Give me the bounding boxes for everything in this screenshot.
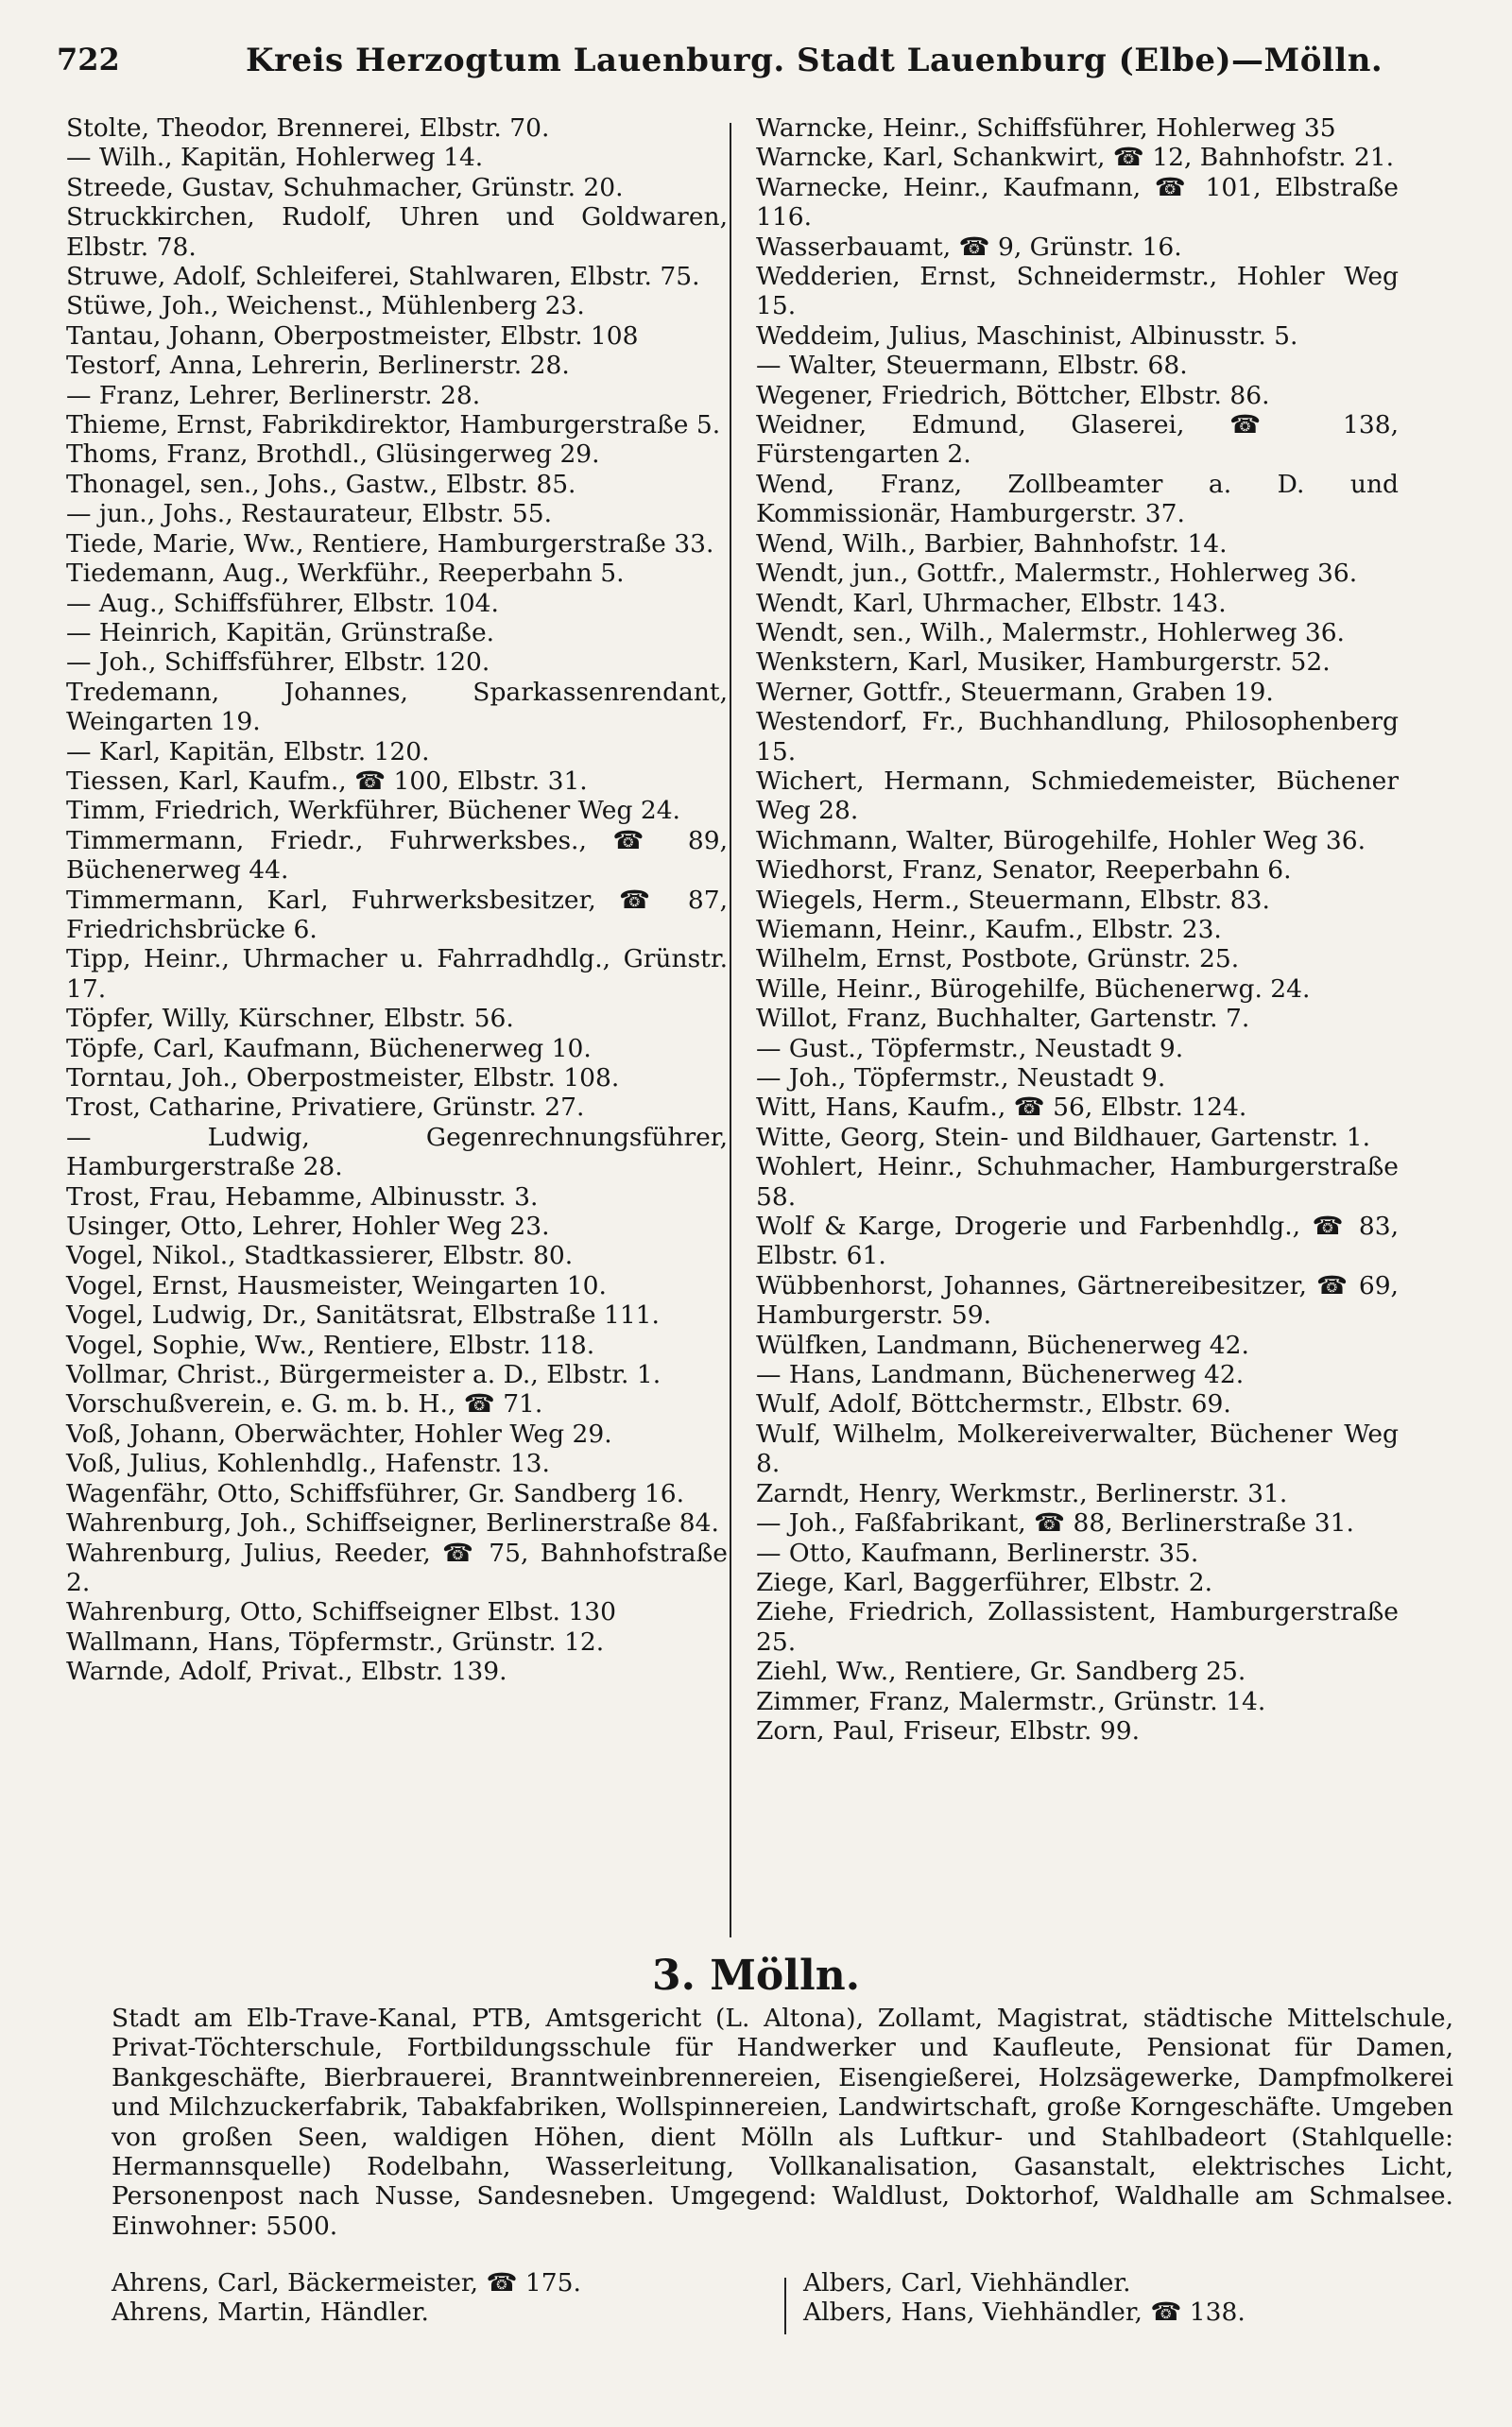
directory-entry: Witt, Hans, Kaufm., ☎ 56, Elbstr. 124. bbox=[756, 1093, 1247, 1123]
directory-entry: Albers, Carl, Viehhändler. bbox=[803, 2268, 1131, 2298]
directory-entry: Wübbenhorst, Johannes, Gärtnereibesitzer, ☎ 69, Hamburgerstr. 59. bbox=[756, 1270, 1399, 1331]
directory-entry: Trost, Catharine, Privatiere, Grünstr. 27. bbox=[66, 1093, 585, 1123]
directory-entry: Thonagel, sen., Johs., Gastw., Elbstr. 85. bbox=[66, 469, 576, 499]
section-title: 3. Mölln. bbox=[651, 1952, 861, 2000]
directory-entry: Zorn, Paul, Friseur, Elbstr. 99. bbox=[756, 1715, 1141, 1746]
directory-entry: Struckkirchen, Rudolf, Uhren und Goldwaren, Elbstr. 78. bbox=[66, 202, 728, 262]
directory-entry: — Wilh., Kapitän, Hohlerweg 14. bbox=[66, 143, 484, 173]
page-header bbox=[57, 42, 1455, 100]
directory-entry: Voß, Julius, Kohlenhdlg., Hafenstr. 13. bbox=[66, 1449, 550, 1479]
directory-entry: — Hans, Landmann, Büchenerweg 42. bbox=[756, 1360, 1245, 1390]
directory-entry: — Joh., Faßfabrikant, ☎ 88, Berlinerstraße 31. bbox=[756, 1508, 1354, 1539]
directory-entry: Wagenfähr, Otto, Schiffsführer, Gr. Sandberg 16. bbox=[66, 1478, 685, 1508]
directory-entry: Tredemann, Johannes, Sparkassenrendant, Weingarten 19. bbox=[66, 677, 728, 737]
directory-entry: Albers, Hans, Viehhändler, ☎ 138. bbox=[803, 2298, 1246, 2328]
directory-entry: Wahrenburg, Julius, Reeder, ☎ 75, Bahnhofstraße 2. bbox=[66, 1538, 728, 1597]
directory-entry: Wallmann, Hans, Töpfermstr., Grünstr. 12. bbox=[66, 1627, 605, 1657]
directory-entry: Stüwe, Joh., Weichenst., Mühlenberg 23. bbox=[66, 291, 585, 321]
directory-entry: Streede, Gustav, Schuhmacher, Grünstr. 20. bbox=[66, 172, 624, 202]
directory-entry: Vollmar, Christ., Bürgermeister a. D., Elbstr. 1. bbox=[66, 1360, 662, 1390]
directory-entry: Timmermann, Karl, Fuhrwerksbesitzer, ☎ 87, Friedrichsbrücke 6. bbox=[66, 885, 728, 944]
directory-entry: Usinger, Otto, Lehrer, Hohler Weg 23. bbox=[66, 1212, 550, 1242]
directory-entry: Tantau, Johann, Oberpostmeister, Elbstr. 108 bbox=[66, 320, 639, 351]
directory-entry: Wedderien, Ernst, Schneidermstr., Hohler Weg 15. bbox=[756, 262, 1399, 321]
directory-entry: Testorf, Anna, Lehrerin, Berlinerstr. 28. bbox=[66, 351, 570, 381]
section-column-divider bbox=[784, 2278, 786, 2334]
right-column bbox=[756, 113, 1399, 1746]
directory-entry: Töpfer, Willy, Kürschner, Elbstr. 56. bbox=[66, 1004, 514, 1034]
directory-entry: — Aug., Schiffsführer, Elbstr. 104. bbox=[66, 588, 499, 618]
directory-entry: Timmermann, Friedr., Fuhrwerksbes., ☎ 89, Büchenerweg 44. bbox=[66, 825, 728, 886]
directory-entry: Thoms, Franz, Brothdl., Glüsingerweg 29. bbox=[66, 439, 600, 470]
section-entries-left bbox=[112, 2268, 773, 2328]
directory-entry: Wulf, Adolf, Böttchermstr., Elbstr. 69. bbox=[756, 1389, 1231, 1420]
directory-entry: Vogel, Ludwig, Dr., Sanitätsrat, Elbstraße 111. bbox=[66, 1300, 660, 1331]
directory-entry: Thieme, Ernst, Fabrikdirektor, Hamburgerstraße 5. bbox=[66, 410, 721, 440]
page-number: 722 bbox=[57, 42, 120, 77]
directory-entry: Ziehe, Friedrich, Zollassistent, Hamburgerstraße 25. bbox=[756, 1597, 1399, 1657]
directory-entry: Weddeim, Julius, Maschinist, Albinusstr. 5. bbox=[756, 320, 1298, 351]
directory-entry: — Heinrich, Kapitän, Grünstraße. bbox=[66, 617, 495, 647]
directory-entry: Wichmann, Walter, Bürogehilfe, Hohler Weg 36. bbox=[756, 825, 1366, 855]
directory-entry: Trost, Frau, Hebamme, Albinusstr. 3. bbox=[66, 1181, 539, 1212]
directory-entry: Wiedhorst, Franz, Senator, Reeperbahn 6. bbox=[756, 855, 1292, 886]
directory-entry: Wulf, Wilhelm, Molkereiverwalter, Büchener Weg 8. bbox=[756, 1419, 1399, 1479]
directory-entry: Wahrenburg, Otto, Schiffseigner Elbst. 130 bbox=[66, 1597, 616, 1627]
directory-entry: Töpfe, Carl, Kaufmann, Büchenerweg 10. bbox=[66, 1033, 592, 1063]
directory-entry: Warncke, Karl, Schankwirt, ☎ 12, Bahnhofstr. 21. bbox=[756, 143, 1395, 173]
directory-entry: Warnecke, Heinr., Kaufmann, ☎ 101, Elbstraße 116. bbox=[756, 172, 1399, 232]
directory-entry: Vogel, Nikol., Stadtkassierer, Elbstr. 80. bbox=[66, 1241, 574, 1271]
directory-entry: Willot, Franz, Buchhalter, Gartenstr. 7. bbox=[756, 1004, 1250, 1034]
section-description: Stadt am Elb-Trave-Kanal, PTB, Amtsgericht (L. Altona), Zollamt, Magistrat, städtische Mittelschule, Privat-Töchterschule, Fortbildungsschule für Handwerker und Kaufleute, Pensionat für Damen, Bankgeschäfte, Bierbrauerei, Branntweinbrennereien, Eisengießerei, Holzsägewerke, Dampfmolkerei und Milchzuckerfabrik, Tabakfabriken, Wollspinnereien, Landwirtschaft, große Korngeschäfte. Umgeben von großen Seen, waldigen Höhen, dient Mölln als Luftkur- und Stahlbadeort (Stahlquelle: Hermannsquelle) Rodelbahn, Wasserleitung, Vollkanalisation, Gasanstalt, elektrisches Licht, Personenpost nach Nusse, Sandesneben. Umgegend: Waldlust, Doktorhof, Waldhalle am Schmalsee. Einwohner: 5500. bbox=[112, 2004, 1453, 2241]
directory-entry: Weidner, Edmund, Glaserei, ☎ 138, Fürstengarten 2. bbox=[756, 410, 1399, 470]
running-title: Kreis Herzogtum Lauenburg. Stadt Lauenburg (Elbe)—Mölln. bbox=[246, 42, 1383, 79]
directory-entry: Wend, Wilh., Barbier, Bahnhofstr. 14. bbox=[756, 528, 1228, 559]
directory-entry: — Gust., Töpfermstr., Neustadt 9. bbox=[756, 1033, 1184, 1063]
directory-entry: — jun., Johs., Restaurateur, Elbstr. 55. bbox=[66, 499, 553, 529]
directory-entry: Wiemann, Heinr., Kaufm., Elbstr. 23. bbox=[756, 914, 1222, 944]
directory-entry: — Joh., Töpfermstr., Neustadt 9. bbox=[756, 1063, 1166, 1093]
directory-entry: Wohlert, Heinr., Schuhmacher, Hamburgerstraße 58. bbox=[756, 1152, 1399, 1212]
directory-entry: Wendt, jun., Gottfr., Malermstr., Hohlerweg 36. bbox=[756, 559, 1358, 589]
directory-entry: Wendt, Karl, Uhrmacher, Elbstr. 143. bbox=[756, 588, 1227, 618]
directory-entry: Wasserbauamt, ☎ 9, Grünstr. 16. bbox=[756, 232, 1182, 262]
directory-entry: Wenkstern, Karl, Musiker, Hamburgerstr. 52. bbox=[756, 647, 1331, 678]
directory-entry: Zarndt, Henry, Werkmstr., Berlinerstr. 31. bbox=[756, 1478, 1288, 1508]
directory-entry: Tiede, Marie, Ww., Rentiere, Hamburgerstraße 33. bbox=[66, 528, 714, 559]
directory-entry: Torntau, Joh., Oberpostmeister, Elbstr. 108. bbox=[66, 1063, 620, 1093]
directory-entry: Wülfken, Landmann, Büchenerweg 42. bbox=[756, 1330, 1249, 1360]
directory-entry: Warncke, Heinr., Schiffsführer, Hohlerweg 35 bbox=[756, 113, 1336, 143]
directory-entry: Ahrens, Carl, Bäckermeister, ☎ 175. bbox=[112, 2268, 581, 2298]
directory-entry: Vogel, Sophie, Ww., Rentiere, Elbstr. 118. bbox=[66, 1330, 595, 1360]
directory-entry: — Ludwig, Gegenrechnungsführer, Hamburgerstraße 28. bbox=[66, 1122, 728, 1182]
section-entries-right bbox=[803, 2268, 1455, 2328]
left-column bbox=[66, 113, 728, 1687]
directory-entry: Ziege, Karl, Baggerführer, Elbstr. 2. bbox=[756, 1567, 1213, 1597]
directory-entry: Voß, Johann, Oberwächter, Hohler Weg 29. bbox=[66, 1419, 612, 1449]
directory-entry: Tiessen, Karl, Kaufm., ☎ 100, Elbstr. 31. bbox=[66, 766, 588, 796]
directory-entry: Wichert, Hermann, Schmiedemeister, Büchener Weg 28. bbox=[756, 766, 1399, 826]
directory-entry: Tipp, Heinr., Uhrmacher u. Fahrradhdlg., Grünstr. 17. bbox=[66, 944, 728, 1004]
directory-entry: Struwe, Adolf, Schleiferei, Stahlwaren, Elbstr. 75. bbox=[66, 262, 700, 292]
directory-entry: Ahrens, Martin, Händler. bbox=[112, 2298, 429, 2328]
directory-entry: Timm, Friedrich, Werkführer, Büchener Weg 24. bbox=[66, 796, 680, 826]
directory-entry: Tiedemann, Aug., Werkführ., Reeperbahn 5. bbox=[66, 559, 625, 589]
directory-entry: — Joh., Schiffsführer, Elbstr. 120. bbox=[66, 647, 490, 678]
directory-entry: Wilhelm, Ernst, Postbote, Grünstr. 25. bbox=[756, 944, 1240, 974]
directory-entry: — Walter, Steuermann, Elbstr. 68. bbox=[756, 351, 1188, 381]
directory-entry: Ziehl, Ww., Rentiere, Gr. Sandberg 25. bbox=[756, 1657, 1246, 1687]
directory-entry: — Otto, Kaufmann, Berlinerstr. 35. bbox=[756, 1538, 1199, 1568]
directory-entry: Westendorf, Fr., Buchhandlung, Philosophenberg 15. bbox=[756, 707, 1399, 766]
directory-entry: Vorschußverein, e. G. m. b. H., ☎ 71. bbox=[66, 1389, 543, 1420]
directory-entry: Wendt, sen., Wilh., Malermstr., Hohlerweg 36. bbox=[756, 617, 1345, 647]
directory-entry: Werner, Gottfr., Steuermann, Graben 19. bbox=[756, 677, 1274, 707]
directory-entry: Wend, Franz, Zollbeamter a. D. und Kommissionär, Hamburgerstr. 37. bbox=[756, 469, 1399, 529]
directory-entry: Wille, Heinr., Bürogehilfe, Büchenerwg. 24. bbox=[756, 973, 1311, 1004]
directory-entry: Zimmer, Franz, Malermstr., Grünstr. 14. bbox=[756, 1686, 1266, 1716]
directory-entry: Wahrenburg, Joh., Schiffseigner, Berlinerstraße 84. bbox=[66, 1508, 719, 1539]
directory-entry: Witte, Georg, Stein- und Bildhauer, Gartenstr. 1. bbox=[756, 1122, 1371, 1152]
directory-entry: Warnde, Adolf, Privat., Elbstr. 139. bbox=[66, 1657, 507, 1687]
directory-entry: Vogel, Ernst, Hausmeister, Weingarten 10. bbox=[66, 1270, 607, 1300]
directory-entry: Wegener, Friedrich, Böttcher, Elbstr. 86. bbox=[756, 380, 1270, 410]
directory-entry: Wolf & Karge, Drogerie und Farbenhdlg., ☎ 83, Elbstr. 61. bbox=[756, 1212, 1399, 1271]
directory-entry: Stolte, Theodor, Brennerei, Elbstr. 70. bbox=[66, 113, 550, 143]
directory-entry: — Karl, Kapitän, Elbstr. 120. bbox=[66, 736, 430, 766]
directory-entry: — Franz, Lehrer, Berlinerstr. 28. bbox=[66, 380, 481, 410]
column-divider bbox=[730, 123, 731, 1937]
directory-entry: Wiegels, Herm., Steuermann, Elbstr. 83. bbox=[756, 885, 1270, 915]
